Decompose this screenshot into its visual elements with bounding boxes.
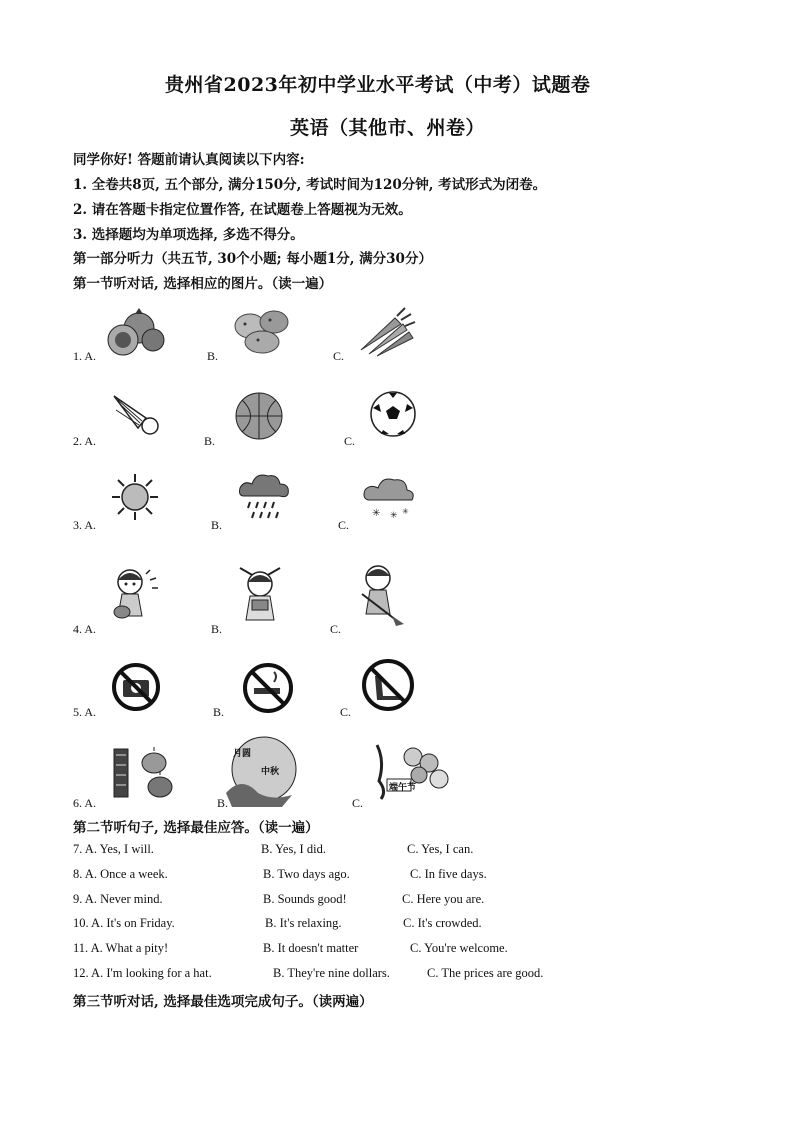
- soccer-ball-icon: [369, 390, 417, 438]
- instruction-item-2: 2. 请在答题卡指定位置作答, 在试题卷上答题视为无效。: [73, 202, 412, 218]
- q5-option-a-label: 5. A.: [73, 705, 97, 719]
- section2-heading: 第二节听句子, 选择最佳应答。（读一遍）: [73, 820, 319, 836]
- basketball-icon: [234, 391, 284, 441]
- section3-heading: 第三节听对话, 选择最佳选项完成句子。（读两遍）: [73, 994, 373, 1010]
- tomatoes-icon: [103, 306, 165, 358]
- q6-option-c-label: C.: [352, 796, 364, 810]
- q11-option-a: 11. A. What a pity!: [73, 941, 169, 955]
- rain-cloud-icon: [236, 470, 292, 524]
- instructions-greeting: 同学你好! 答题前请认真阅读以下内容:: [73, 152, 305, 168]
- girl-sweeping-icon: [352, 560, 408, 628]
- q7-option-c: C. Yes, I can.: [407, 842, 474, 856]
- svg-text:✳: ✳: [372, 508, 381, 519]
- q6-option-b-label: B.: [217, 796, 229, 810]
- page-title: 贵州省2023年初中学业水平考试（中考）试题卷: [165, 74, 591, 96]
- q5-option-b-label: B.: [213, 705, 225, 719]
- q7-option-a: 7. A. Yes, I will.: [73, 842, 154, 856]
- potatoes-icon: [230, 308, 296, 354]
- q4-option-b-label: B.: [211, 622, 223, 636]
- moon-text-2: 中秋: [261, 767, 280, 777]
- q5-option-c-label: C.: [340, 705, 352, 719]
- q1-option-c-label: C.: [333, 349, 345, 363]
- q8-option-c: C. In five days.: [410, 867, 487, 881]
- zongzi-text: 端午节: [389, 783, 417, 793]
- girl-guitar-icon: [106, 566, 162, 626]
- q10-option-a: 10. A. It's on Friday.: [73, 916, 175, 930]
- svg-text:✳: ✳: [402, 507, 409, 516]
- q2-option-c-label: C.: [344, 434, 356, 448]
- q4-option-c-label: C.: [330, 622, 342, 636]
- moon-text-1: 月圆: [233, 749, 252, 759]
- q10-option-c: C. It's crowded.: [403, 916, 482, 930]
- girl-reading-icon: [234, 562, 286, 626]
- q6-option-a-label: 6. A.: [73, 796, 97, 810]
- q12-option-a: 12. A. I'm looking for a hat.: [73, 966, 212, 980]
- q7-option-b: B. Yes, I did.: [261, 842, 326, 856]
- q12-option-b: B. They're nine dollars.: [273, 966, 390, 980]
- dragon-boat-icon: [371, 741, 451, 803]
- q3-option-a-label: 3. A.: [73, 518, 97, 532]
- q2-option-b-label: B.: [204, 434, 216, 448]
- snow-cloud-icon: [362, 472, 416, 522]
- q9-option-a: 9. A. Never mind.: [73, 892, 163, 906]
- q8-option-a: 8. A. Once a week.: [73, 867, 168, 881]
- spring-festival-icon: [110, 745, 184, 801]
- sun-icon: [110, 472, 160, 522]
- q3-option-c-label: C.: [338, 518, 350, 532]
- no-high-heels-icon: [361, 658, 415, 712]
- q8-option-b: B. Two days ago.: [263, 867, 350, 881]
- q11-option-c: C. You're welcome.: [410, 941, 508, 955]
- q2-option-a-label: 2. A.: [73, 434, 97, 448]
- shuttlecock-icon: [112, 390, 164, 436]
- no-photo-icon: [111, 662, 161, 712]
- part1-heading: 第一部分听力（共五节, 30个小题; 每小题1分, 满分30分）: [73, 251, 432, 267]
- q9-option-b: B. Sounds good!: [263, 892, 347, 906]
- q1-option-a-label: 1. A.: [73, 349, 97, 363]
- q9-option-c: C. Here you are.: [402, 892, 485, 906]
- q10-option-b: B. It's relaxing.: [265, 916, 342, 930]
- carrots-icon: [355, 306, 417, 356]
- instruction-item-1: 1. 全卷共8页, 五个部分, 满分150分, 考试时间为120分钟, 考试形式为闭卷。: [73, 177, 547, 193]
- q3-option-b-label: B.: [211, 518, 223, 532]
- page-subtitle: 英语（其他市、州卷）: [290, 117, 486, 139]
- instruction-item-3: 3. 选择题均为单项选择, 多选不得分。: [73, 227, 304, 243]
- q11-option-b: B. It doesn't matter: [263, 941, 359, 955]
- q1-option-b-label: B.: [207, 349, 219, 363]
- q4-option-a-label: 4. A.: [73, 622, 97, 636]
- section1-heading: 第一节听对话, 选择相应的图片。（读一遍）: [73, 276, 333, 292]
- svg-text:✳: ✳: [390, 511, 398, 521]
- q12-option-c: C. The prices are good.: [427, 966, 544, 980]
- no-smoking-icon: [242, 662, 294, 714]
